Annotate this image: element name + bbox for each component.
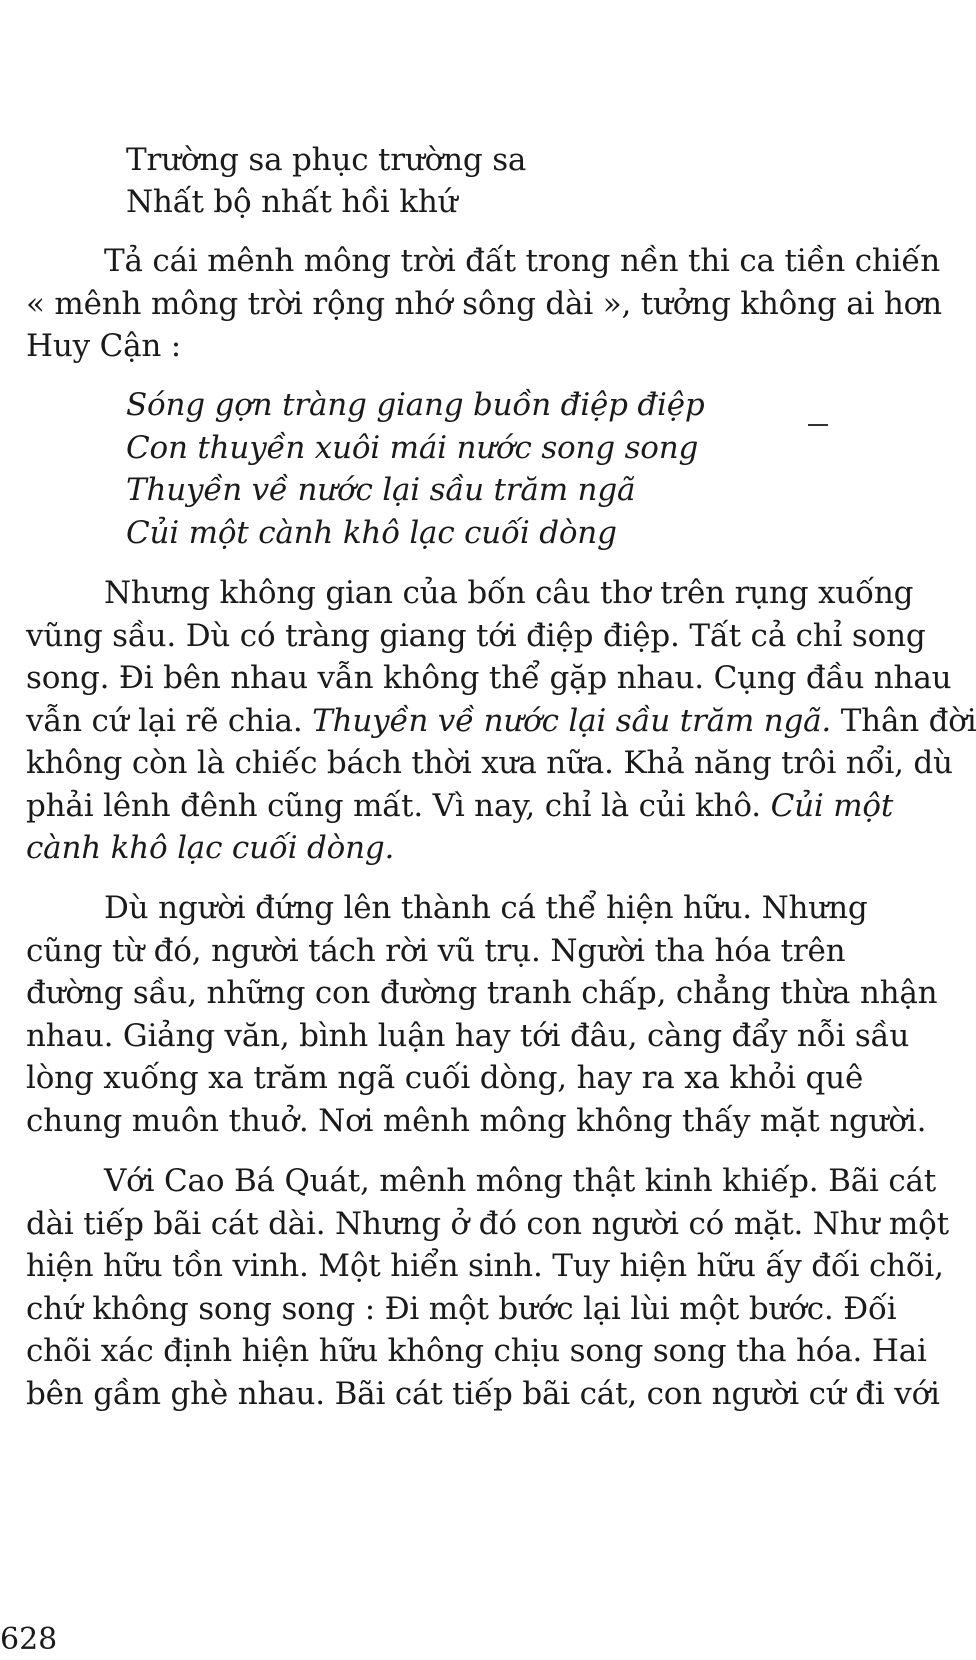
para4-line1: Với Cao Bá Quát, mênh mông thật kinh khiếp. Bãi cát [104,1163,937,1199]
para4-line6: bên gầm ghè nhau. Bãi cát tiếp bãi cát, con người cứ đi với [26,1376,940,1412]
verse2-line4: Củi một cành khô lạc cuối dòng [126,515,617,551]
scan-mark [808,424,828,426]
verse2-line3: Thuyền về nước lại sầu trăm ngã [126,472,636,508]
para4-line4: chứ không song song : Đi một bước lại lùi một bước. Đối [26,1291,897,1327]
para3-line6: chung muôn thuở. Nơi mênh mông không thấy mặt người. [26,1103,927,1139]
para2-line2: vũng sầu. Dù có tràng giang tới điệp điệp. Tất cả chỉ song [26,618,926,654]
para2-line4-a: vẫn cứ lại rẽ chia. [26,703,303,739]
para1-line3: Huy Cận : [26,328,182,364]
para2-line7: cành khô lạc cuối dòng. [26,830,395,866]
para2-line4-b: Thuyền về nước lại sầu trăm ngã. [312,703,832,739]
para3-line1: Dù người đứng lên thành cá thể hiện hữu. Nhưng [104,890,868,926]
para2-line1: Nhưng không gian của bốn câu thơ trên rụng xuống [104,575,914,611]
para2-line4-c: Thân đời [840,703,976,739]
para3-line5: lòng xuống xa trăm ngã cuối dòng, hay ra xa khỏi quê [26,1060,864,1096]
para1-line2: « mênh mông trời rộng nhớ sông dài », tưởng không ai hơn [26,286,942,322]
para2-line6 [26,785,894,827]
para2-line6-b: Củi một [770,788,894,824]
para4-line2: dài tiếp bãi cát dài. Nhưng ở đó con người có mặt. Như một [26,1206,949,1242]
para2-line6-a: phải lênh đênh cũng mất. Vì nay, chỉ là củi khô. [26,788,761,824]
para2-line5: không còn là chiếc bách thời xưa nữa. Khả năng trôi nổi, dù [26,745,953,781]
para2-line3: song. Đi bên nhau vẫn không thể gặp nhau. Cụng đầu nhau [26,660,952,696]
verse1-line2: Nhất bộ nhất hồi khứ [126,184,458,220]
page-number: 628 [0,1622,58,1657]
para2-line4 [26,700,976,742]
verse1-line1: Trường sa phục trường sa [126,142,527,178]
para4-line3: hiện hữu tồn vinh. Một hiển sinh. Tuy hiện hữu ấy đối chõi, [26,1248,944,1284]
para4-line5: chõi xác định hiện hữu không chịu song song tha hóa. Hai [26,1333,927,1369]
para1-line1: Tả cái mênh mông trời đất trong nền thi ca tiền chiến [104,243,941,279]
para3-line2: cũng từ đó, người tách rời vũ trụ. Người tha hóa trên [26,933,846,969]
verse2-line2: Con thuyền xuôi mái nước song song [126,430,699,466]
para3-line3: đường sầu, những con đường tranh chấp, chẳng thừa nhận [26,975,938,1011]
para3-line4: nhau. Giảng văn, bình luận hay tới đâu, càng đẩy nỗi sầu [26,1018,910,1054]
verse2-line1: Sóng gợn tràng giang buồn điệp điệp [126,387,705,423]
